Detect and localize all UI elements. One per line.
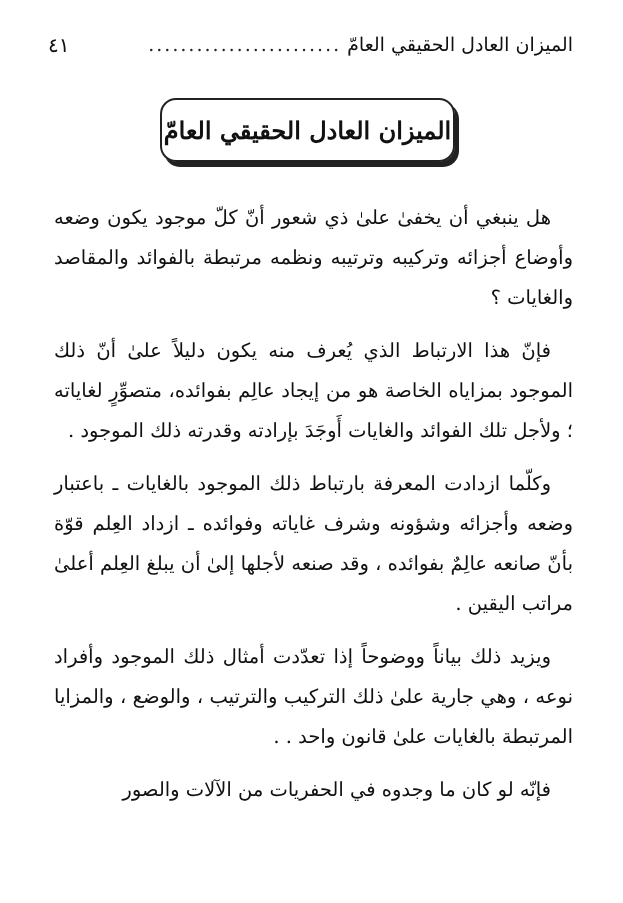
header-leader-dots: ........................	[148, 34, 342, 56]
paragraph-5: فإنّه لو كان ما وجدوه في الحفريات من الآلات والصور	[122, 778, 551, 801]
running-title: الميزان العادل الحقيقي العامّ	[347, 34, 573, 56]
paragraph-2: فإنّ هذا الارتباط الذي يُعرف منه يكون دليلاً علىٰ أنّ ذلك الموجود بمزاياه الخاصة هو من إيجاد عالِم بفوائده، متصوِّرٍ لغاياته ؛ ولأجل تلك الفوائد والغايات أَوجَدَ بإرادته وقدرته ذلك الموجود .	[54, 339, 573, 442]
body-text	[54, 198, 573, 823]
page-number: ٤١	[48, 33, 70, 57]
paragraph-1: هل ينبغي أن يخفىٰ علىٰ ذي شعور أنّ كلّ موجود يكون وضعه وأوضاع أجزائه وتركيبه وترتيبه ونظمه مرتبطة بالفوائد والمقاصد والغايات ؟	[54, 206, 573, 309]
paragraph-4: ويزيد ذلك بياناً ووضوحاً إذا تعدّدت أمثال ذلك الموجود وأفراد نوعه ، وهي جارية علىٰ ذلك التركيب والترتيب ، والوضع ، والمزايا المرتبطة بالغايات علىٰ قانون واحد . .	[54, 645, 573, 748]
paragraph-3: وكلّما ازدادت المعرفة بارتباط ذلك الموجود بالغايات ـ باعتبار وضعه وأجزائه وشؤونه وشرف غاياته وفوائده ـ ازداد العِلم قوّة بأنّ صانعه عالِمٌ بفوائده ، وقد صنعه لأجلها إلىٰ أن يبلغ العِلم أعلىٰ مراتب اليقين .	[54, 472, 573, 615]
page-header	[48, 30, 573, 60]
section-title-box	[160, 98, 455, 162]
section-title: الميزان العادل الحقيقي العامّ	[163, 115, 452, 145]
